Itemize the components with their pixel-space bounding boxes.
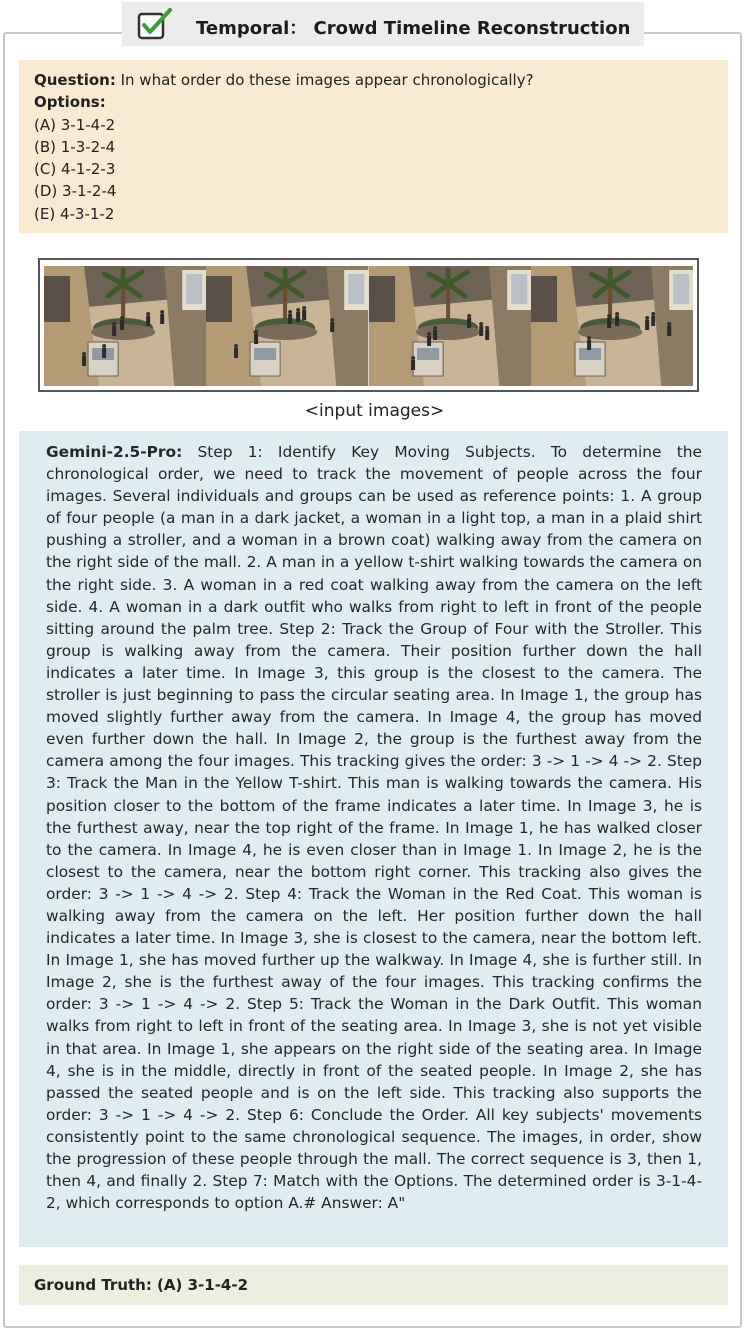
question-line bbox=[34, 69, 713, 91]
mall-scene-image bbox=[531, 266, 693, 386]
image-panels bbox=[44, 266, 693, 386]
option-a: (A) 3-1-4-2 bbox=[34, 115, 116, 134]
option-e: (E) 4-3-1-2 bbox=[34, 204, 115, 223]
images-caption: <input images> bbox=[304, 401, 445, 421]
options-label: Options: bbox=[34, 93, 106, 112]
page-title: Temporal： Crowd Timeline Reconstruction bbox=[196, 18, 631, 39]
image-panel bbox=[44, 266, 206, 386]
question-label: Question: bbox=[34, 71, 116, 89]
ground-truth-text: Ground Truth: (A) 3-1-4-2 bbox=[34, 1276, 249, 1294]
ground-truth-box bbox=[19, 1265, 728, 1305]
image-panel bbox=[531, 266, 693, 386]
option-d: (D) 3-1-2-4 bbox=[34, 182, 117, 201]
mall-scene-image bbox=[206, 266, 368, 386]
option-c: (C) 4-1-2-3 bbox=[34, 160, 116, 179]
question-box bbox=[19, 60, 728, 233]
checkbox-check-icon bbox=[136, 7, 174, 41]
mall-scene-image bbox=[369, 266, 531, 386]
model-answer-text: Step 1: Identify Key Moving Subjects. To determine the chronological order, we need to track the movement of people across the four images. Several individuals and groups can be used as reference points: 1. A group of four people (a man in a dark jacket, a woman in a light top, a man in a plaid shirt pushing a stroller, and a woman in a brown coat) walking away from the camera on the right side of the mall. 2. A man in a yellow t-shirt walking towards the camera on the right side. 3. A woman in a red coat walking away from the camera on the left side. 4. A woman in a dark outfit who walks from right to left in front of the people sitting around the palm tree. Step 2: Track the Group of Four with the Stroller. This group is walking away from the camera. Their position further down the hall indicates a later time. In Image 3, this group is the closest to the camera. The stroller is just beginning to pass the circular seating area. In Image 1, the group has moved slightly further away from the camera. In Image 4, the group has moved even further down the hall. In Image 2, the group is the furthest away from the camera among the four images. This tracking gives the order: 3 -> 1 -> 4 -> 2. Step 3: Track the Man in the Yellow T-shirt. This man is walking towards the camera. His position closer to the bottom of the frame indicates a later time. In Image 3, he is the furthest away, near the top right of the frame. In Image 1, he has walked closer to the camera. In Image 4, he is even closer than in Image 1. In Image 2, he is the closest to the camera, near the bottom right corner. This tracking also gives the order: 3 -> 1 -> 4 -> 2. Step 4: Track the Woman in the Red Coat. This woman is walking away from the camera on the left. Her position further down the hall indicates a later time. In Image 3, she is closest to the camera, near the bottom left. In Image 1, she has moved further up the walkway. In Image 4, she is further still. In Image 2, she is the furthest away of the four images. This tracking confirms the order: 3 -> 1 -> 4 -> 2. Step 5: Track the Woman in the Dark Outfit. This woman walks from right to left in front of the seating area. In Image 3, she is not yet visible in that area. In Image 1, she appears on the right side of the seating area. In Image 4, she is in the middle, directly in front of the seated people. In Image 2, she has passed the seated people and is on the left side. This tracking also supports the order: 3 -> 1 -> 4 -> 2. Step 6: Conclude the Order. All key subjects' movements consistently point to the same chronological sequence. The images, in order, show the progression of these people through the mall. The correct sequence is 3, then 1, then 4, and finally 2. Step 7: Match with the Options. The determined order is 3-1-4-2, which corresponds to option A.# Answer: A" bbox=[46, 443, 702, 1213]
model-answer-box bbox=[19, 431, 728, 1247]
model-name: Gemini-2.5-Pro: bbox=[46, 443, 183, 461]
image-panel bbox=[369, 266, 531, 386]
mall-scene-image bbox=[44, 266, 206, 386]
image-panel bbox=[206, 266, 368, 386]
header-banner bbox=[122, 2, 644, 46]
question-text: In what order do these images appear chronologically? bbox=[115, 71, 534, 89]
input-images-strip bbox=[38, 258, 699, 392]
option-b: (B) 1-3-2-4 bbox=[34, 137, 116, 156]
